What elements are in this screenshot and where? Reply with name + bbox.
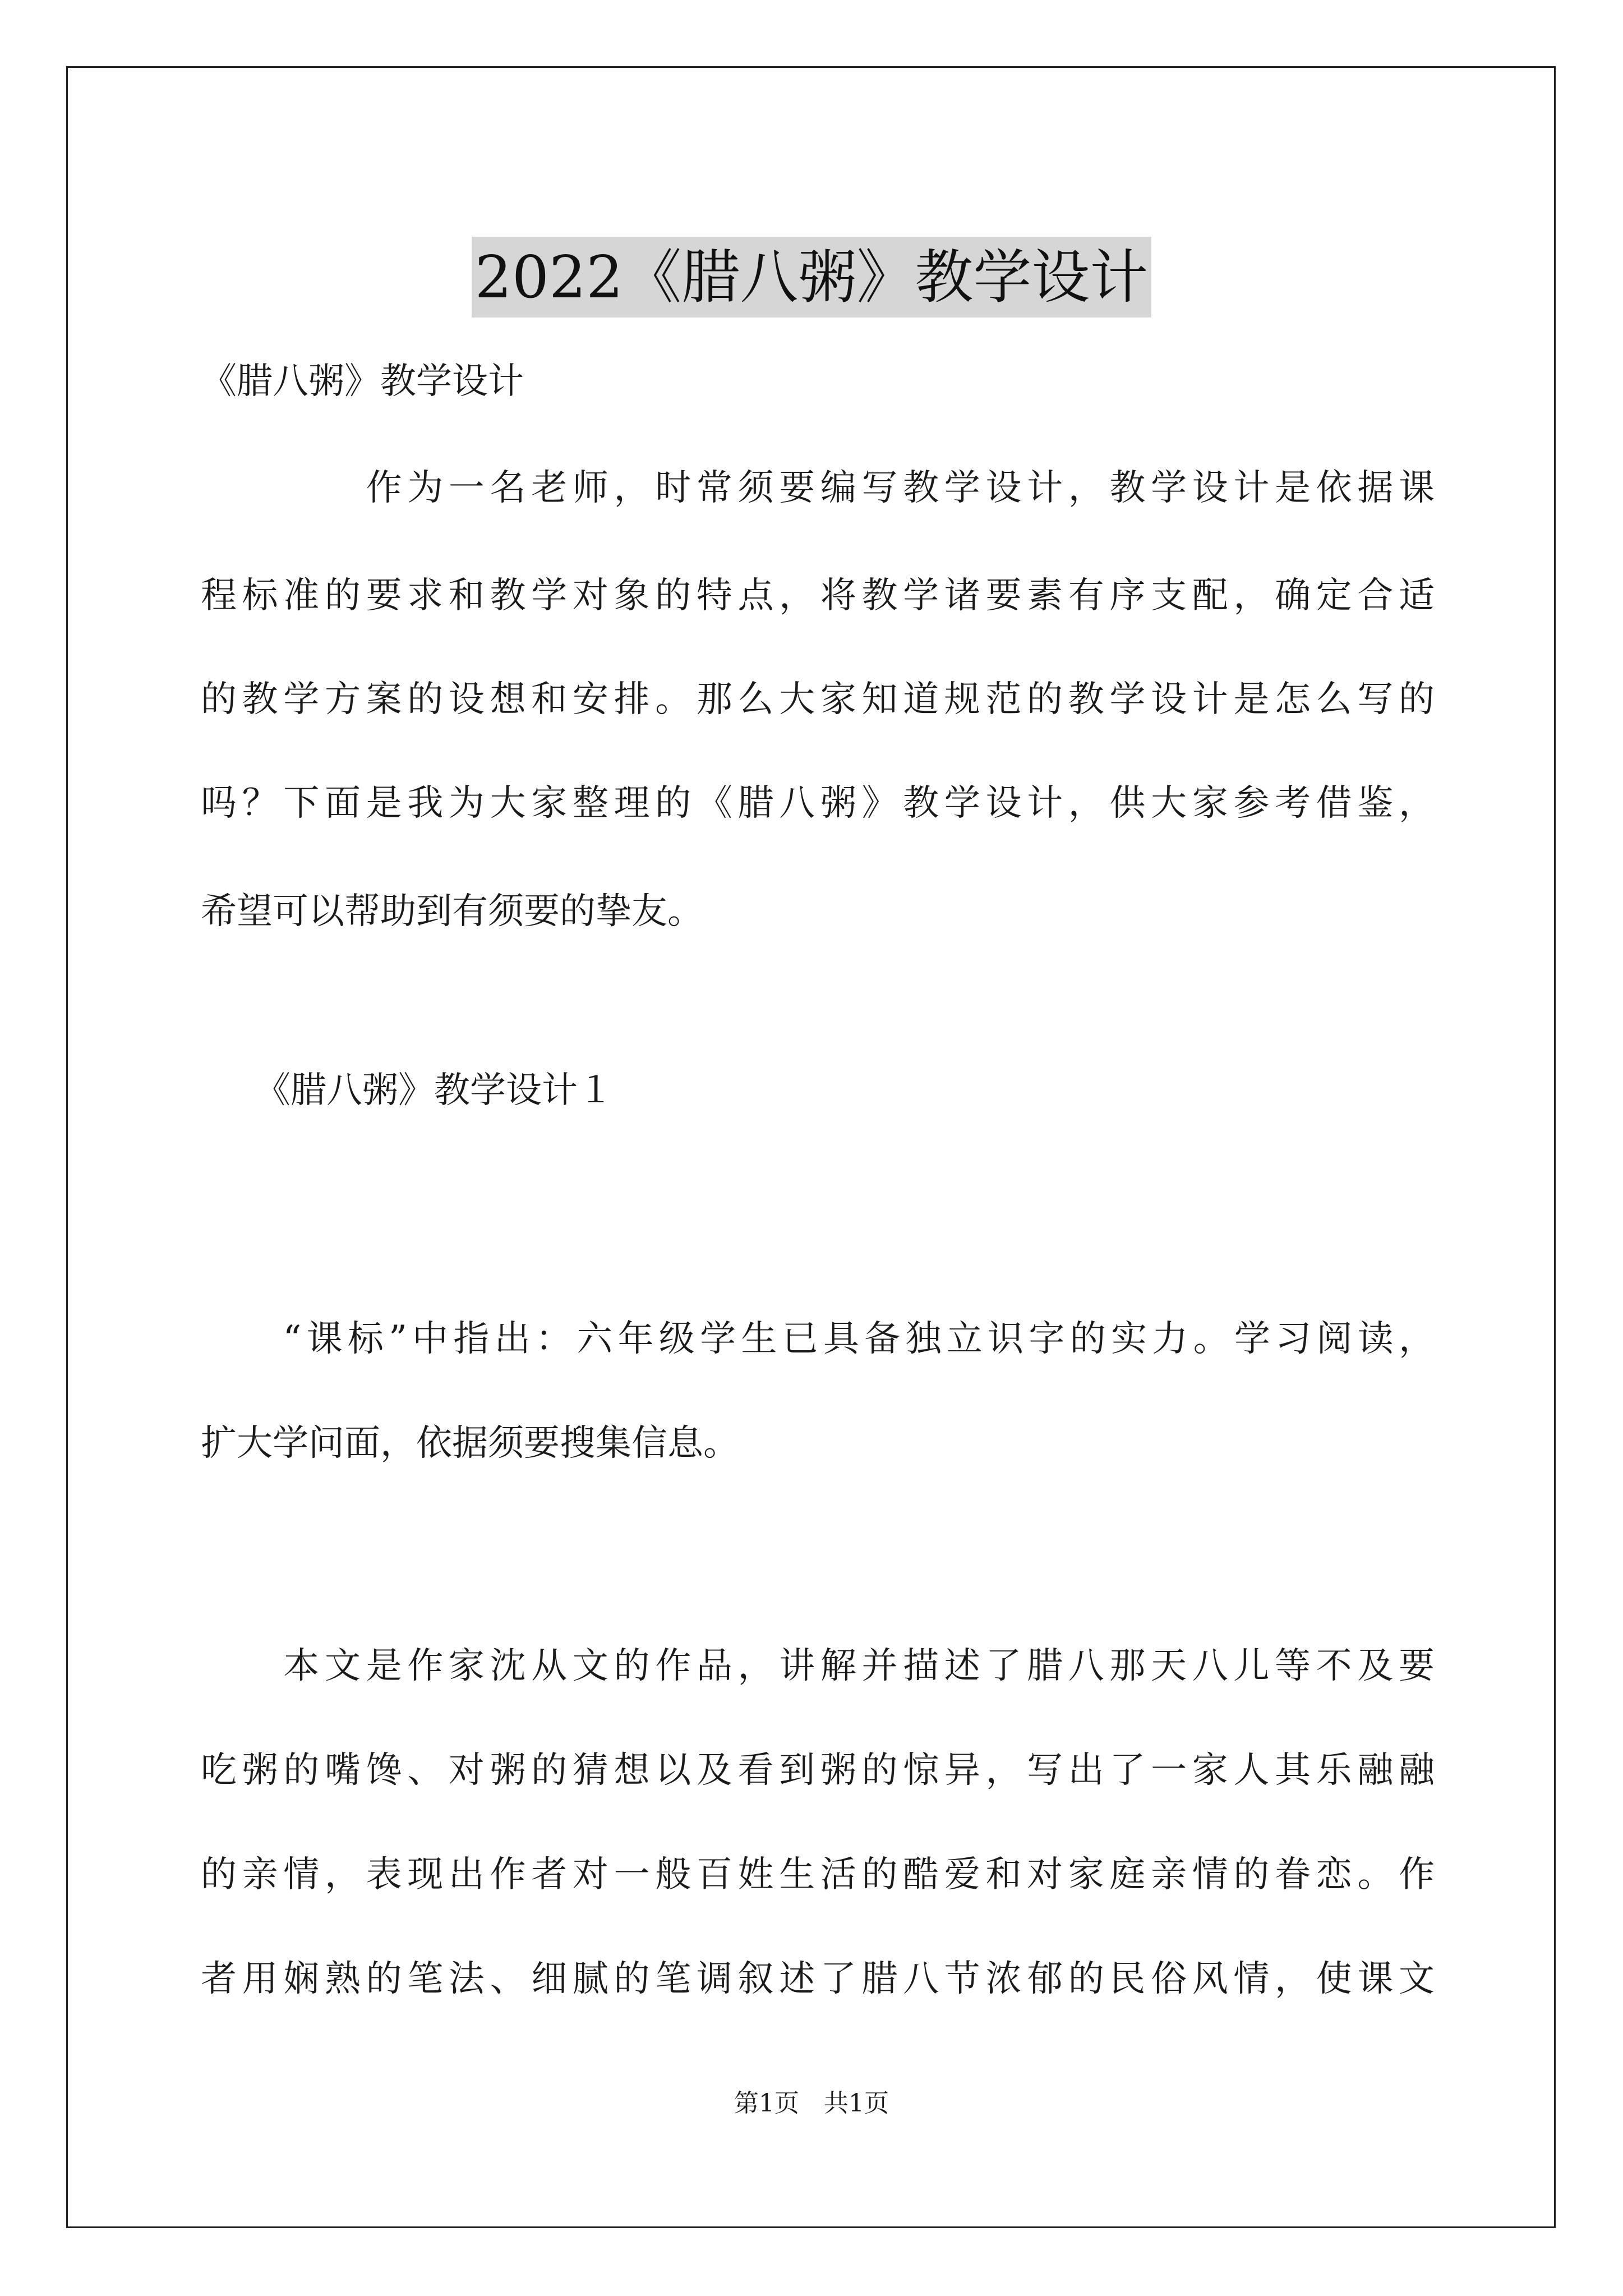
- paragraph-line: 吗？下面是我为大家整理的《腊八粥》教学设计，供大家参考借鉴，: [201, 783, 1435, 824]
- paragraph-line: 扩大学问面，依据须要搜集信息。: [201, 1423, 739, 1464]
- title-area: [0, 197, 1623, 356]
- document-subtitle: 《腊八粥》教学设计: [201, 361, 524, 402]
- paragraph-line: 的教学方案的设想和安排。那么大家知道规范的教学设计是怎么写的: [201, 679, 1435, 720]
- paragraph-line: 作为一名老师，时常须要编写教学设计，教学设计是依据课: [201, 467, 1435, 509]
- paragraph-line: 程标准的要求和教学对象的特点，将教学诸要素有序支配，确定合适: [201, 575, 1435, 616]
- paragraph-line: 希望可以帮助到有须要的挚友。: [201, 891, 703, 932]
- document-title: 2022《腊八粥》教学设计: [472, 237, 1152, 318]
- paragraph-line: 本文是作家沈从文的作品，讲解并描述了腊八那天八儿等不及要: [201, 1645, 1435, 1687]
- paragraph-line: 的亲情，表现出作者对一般百姓生活的酷爱和对家庭亲情的眷恋。作: [201, 1854, 1435, 1895]
- paragraph-line: 吃粥的嘴馋、对粥的猜想以及看到粥的惊异，写出了一家人其乐融融: [201, 1750, 1435, 1791]
- section-heading: 《腊八粥》教学设计１: [201, 1070, 614, 1111]
- paragraph-line: 者用娴熟的笔法、细腻的笔调叙述了腊八节浓郁的民俗风情，使课文: [201, 1958, 1435, 2000]
- paragraph-line: “课标”中指出：六年级学生已具备独立识字的实力。学习阅读，: [201, 1318, 1435, 1360]
- page-number: 第1页 共1页: [734, 2089, 889, 2118]
